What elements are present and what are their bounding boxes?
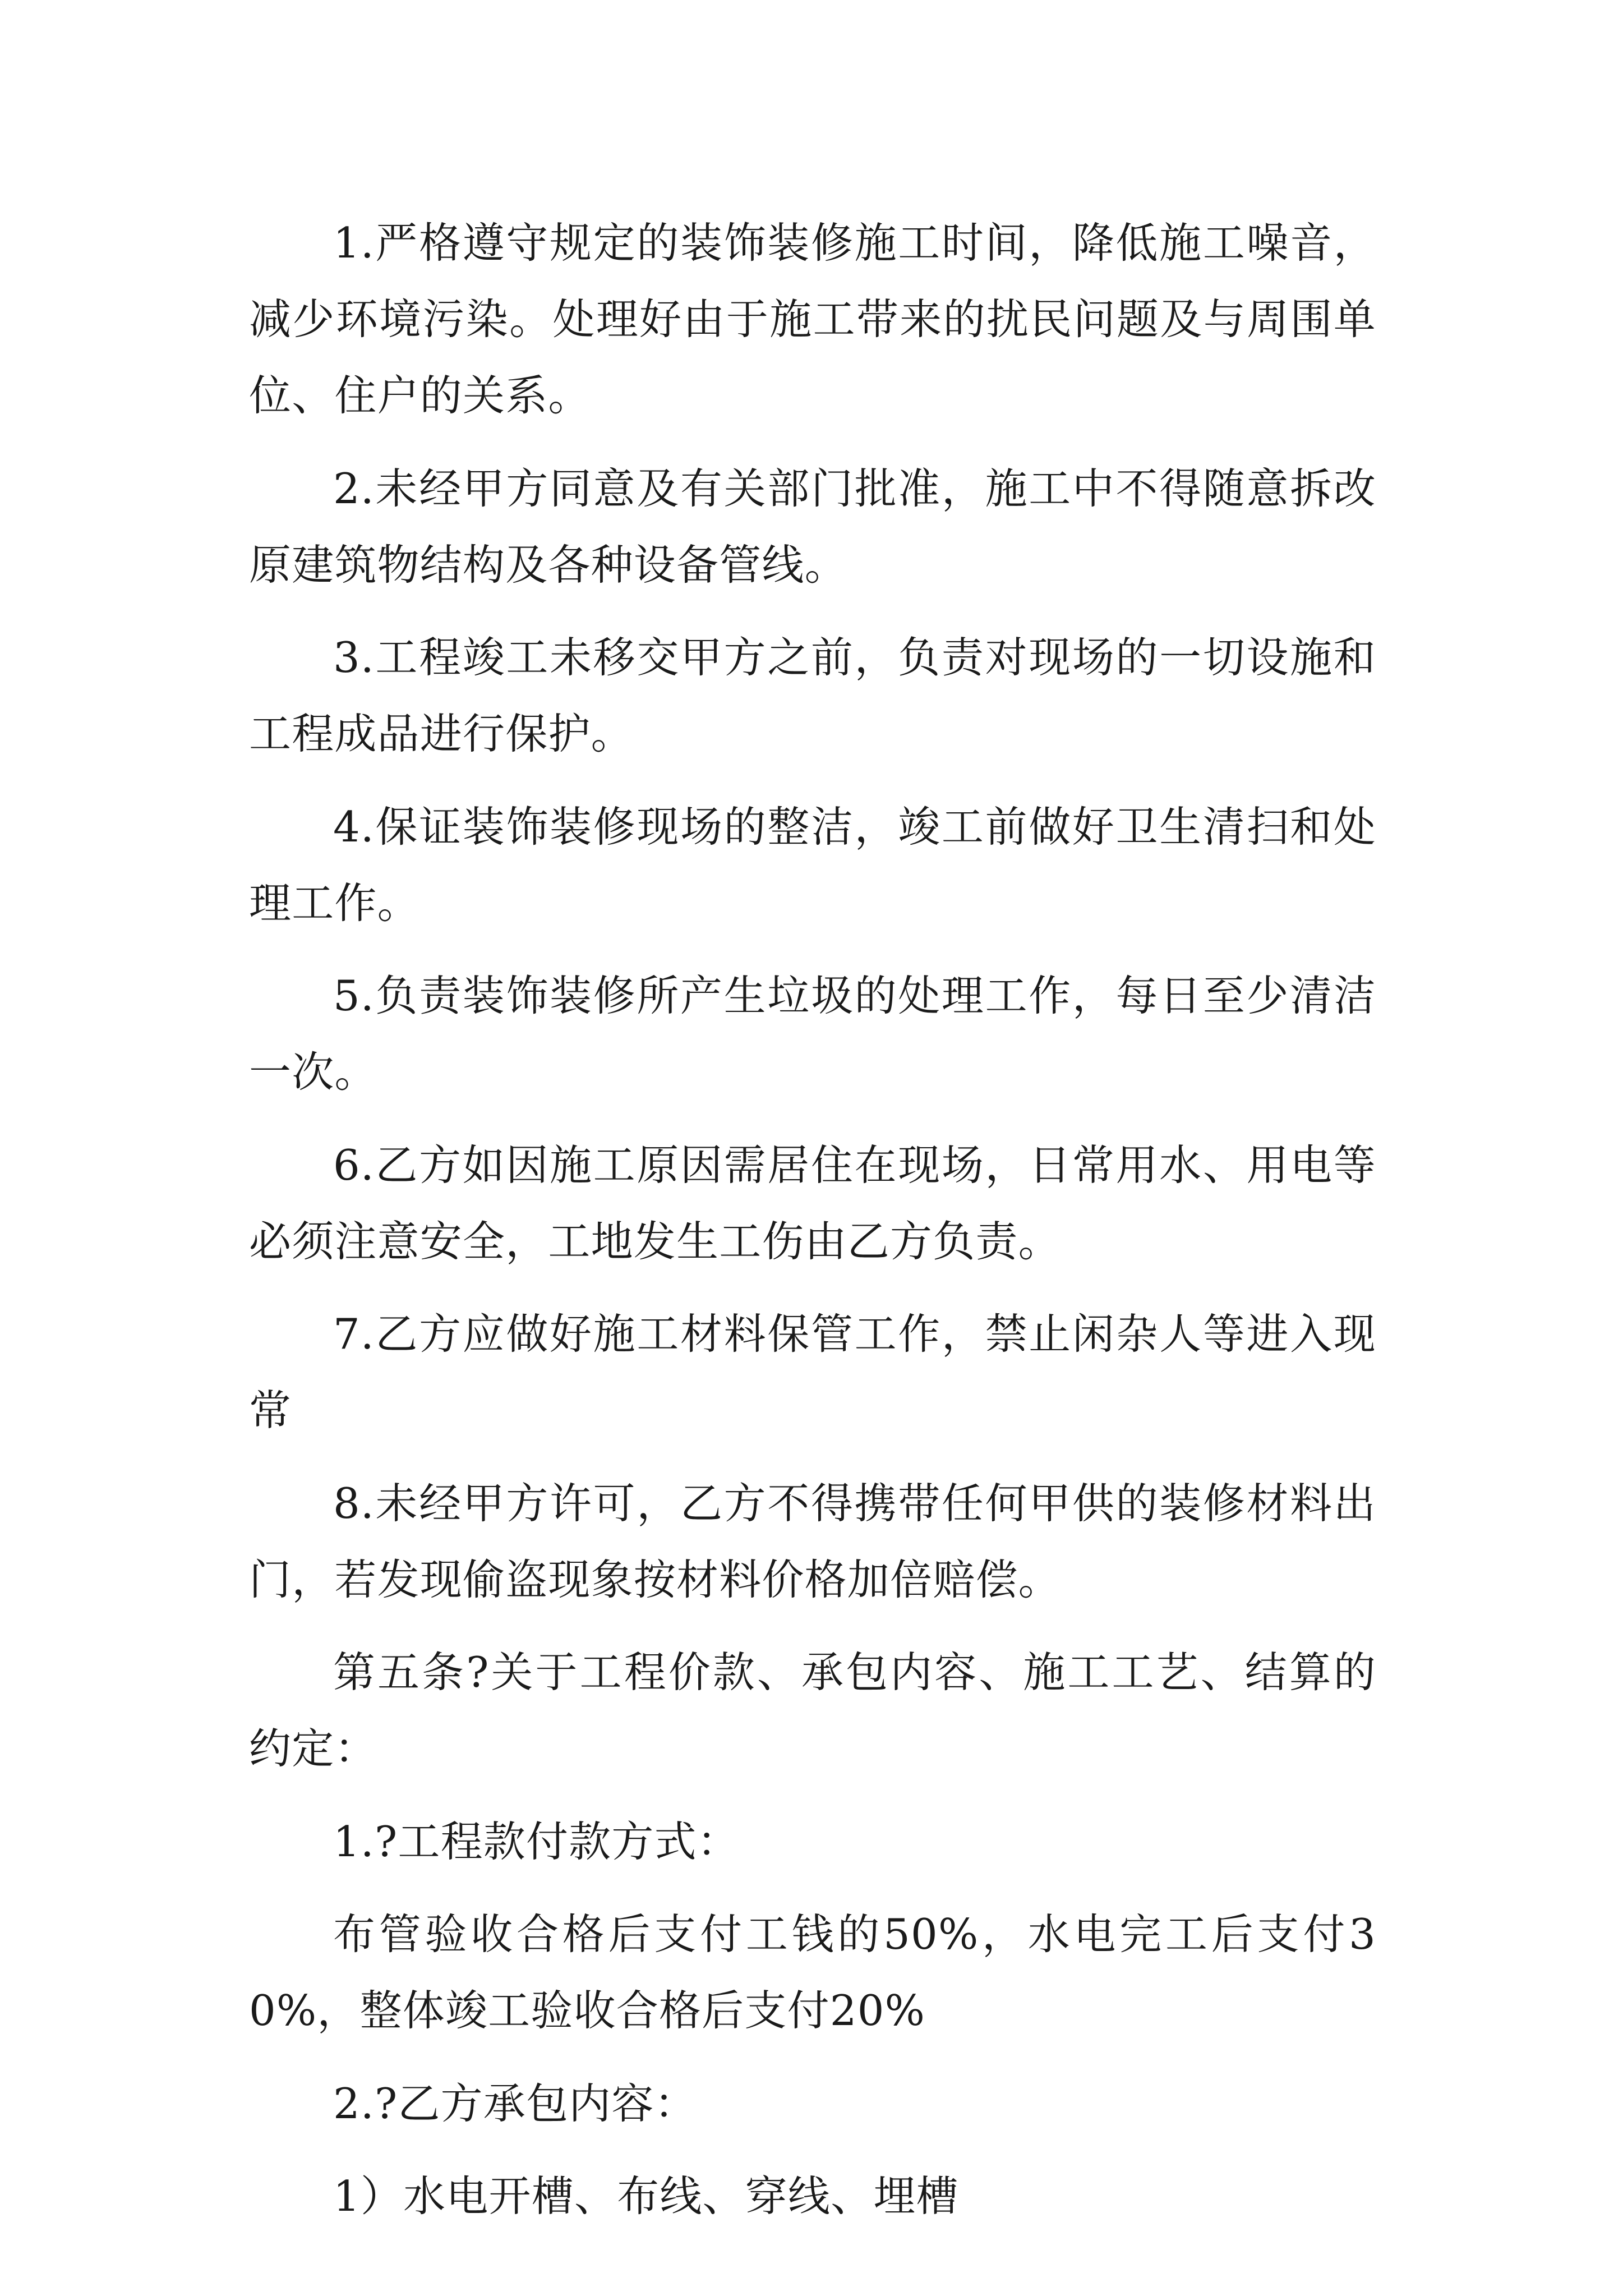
clause-1-construction-time: 1.严格遵守规定的装饰装修施工时间，降低施工噪音，减少环境污染。处理好由于施工带来的扰民问题及与周围单位、住户的关系。 (249, 218, 1376, 420)
clause-4-site-cleanliness: 4.保证装饰装修现场的整洁，竣工前做好卫生清扫和处理工作。 (249, 802, 1376, 928)
clause-3-site-protection: 3.工程竣工未移交甲方之前，负责对现场的一切设施和工程成品进行保护。 (249, 633, 1376, 758)
clause-5-waste-disposal: 5.负责装饰装修所产生垃圾的处理工作，每日至少清洁一次。 (249, 971, 1376, 1097)
clause-6-residence-safety: 6.乙方如因施工原因需居住在现场，日常用水、用电等必须注意安全，工地发生工伤由乙方负责。 (249, 1140, 1376, 1266)
clause-2-no-structural-changes: 2.未经甲方同意及有关部门批准，施工中不得随意拆改原建筑物结构及各种设备管线。 (249, 463, 1376, 590)
scope-item-1: 1）水电开槽、布线、穿线、埋槽 (333, 2171, 959, 2221)
payment-method-heading: 1.?工程款付款方式： (333, 1816, 740, 1866)
contract-scope-heading: 2.?乙方承包内容： (333, 2078, 697, 2128)
clause-7-material-custody: 7.乙方应做好施工材料保管工作，禁止闲杂人等进入现常 (249, 1309, 1376, 1435)
clause-8-material-theft: 8.未经甲方许可，乙方不得携带任何甲供的装修材料出门，若发现偷盗现象按材料价格加倍赔偿。 (249, 1478, 1376, 1604)
document-body (249, 205, 1376, 2234)
article-5-heading: 第五条?关于工程价款、承包内容、施工工艺、结算的约定： (249, 1648, 1376, 1773)
payment-schedule: 布管验收合格后支付工钱的50%，水电完工后支付30%，整体竣工验收合格后支付20% (249, 1910, 1376, 2035)
